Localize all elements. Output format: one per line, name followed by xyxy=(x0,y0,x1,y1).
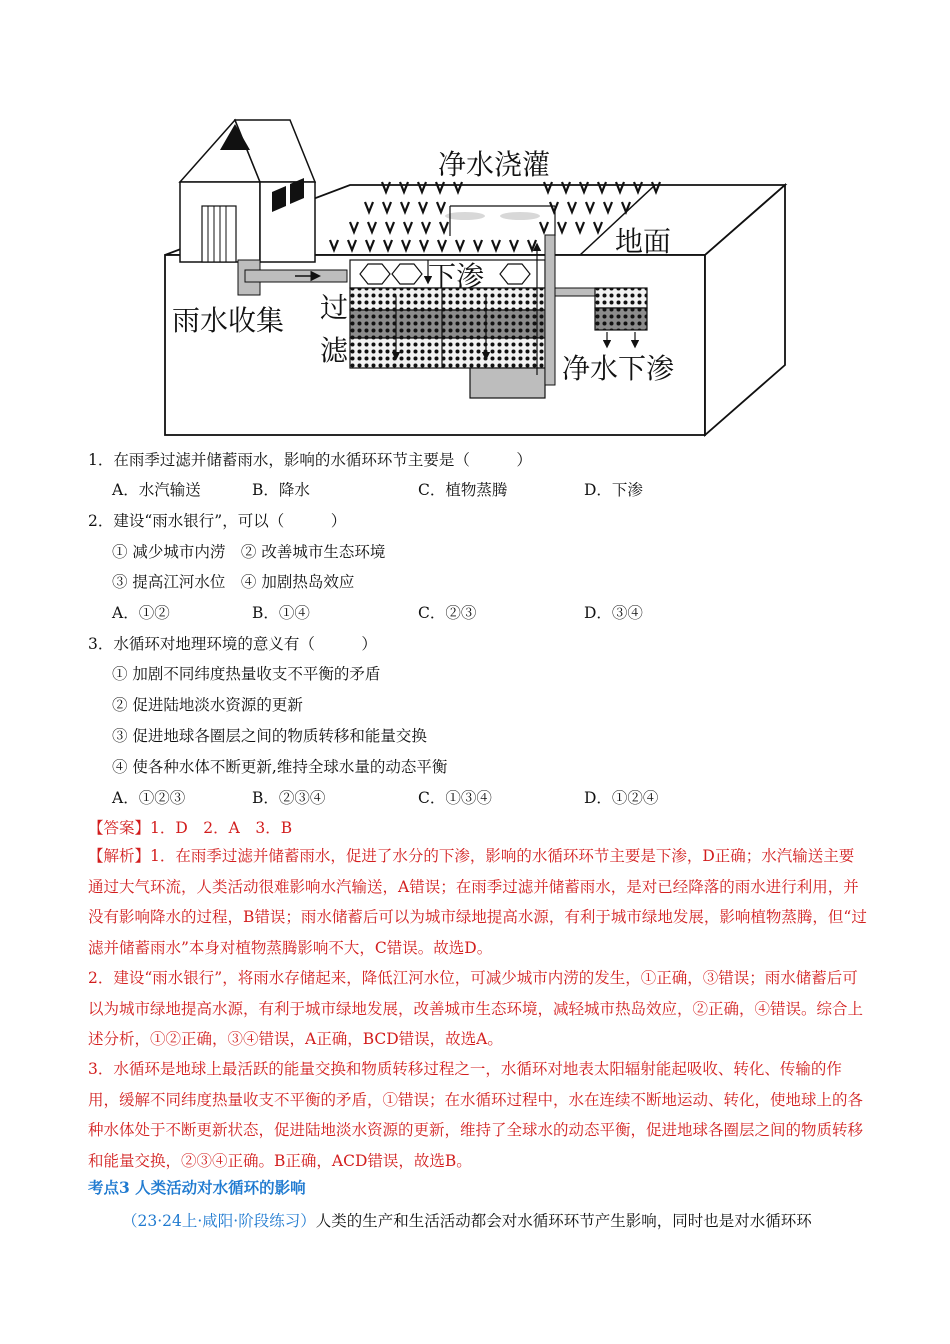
question-3-item: ① 加剧不同纬度热量收支不平衡的矛盾 xyxy=(112,665,381,683)
question-1-option-c: C．植物蒸腾 xyxy=(418,481,508,499)
next-question-source: （23·24上·咸阳·阶段练习） xyxy=(122,1212,316,1230)
rain-bank-diagram xyxy=(160,110,800,440)
question-3-option-b: B．②③④ xyxy=(252,789,326,807)
question-3-item: ② 促进陆地淡水资源的更新 xyxy=(112,696,303,714)
analysis-paragraph-1: 【解析】1．在雨季过滤并储蓄雨水，促进了水分的下渗，影响的水循环环节主要是下渗，D正确；水汽输送主要通过大气环流，人类活动很难影响水汽输送，A错误；在雨季过滤并储蓄雨水，是对已经降落的雨水进行利用，并没有影响降水的过程，B错误；雨水储蓄后可以为城市绿地提高水源，有利于城市绿地发展，影响植物蒸腾，但“过滤并储蓄雨水”本身对植物蒸腾影响不大，C错误。故选D。 xyxy=(88,847,867,957)
label-filter-2: 滤 xyxy=(320,334,349,367)
question-1-option-d: D．下渗 xyxy=(584,481,643,499)
question-3-item: ④ 使各种水体不断更新,维持全球水量的动态平衡 xyxy=(112,758,448,776)
analysis-tag: 【解析】 xyxy=(88,847,151,865)
question-3-option-d: D．①②④ xyxy=(584,789,659,807)
question-3-option-c: C．①③④ xyxy=(418,789,492,807)
question-2-option-a: A．①② xyxy=(112,604,170,622)
next-question-text: 人类的生产和生活活动都会对水循环环节产生影响，同时也是对水循环环 xyxy=(315,1212,812,1230)
question-1-option-a: A．水汽输送 xyxy=(112,481,201,499)
question-3-stem: 3．水循环对地理环境的意义有（ ） xyxy=(88,635,377,653)
house xyxy=(180,120,315,262)
analysis-paragraph-2: 2．建设“雨水银行”，将雨水存储起来，降低江河水位，可减少城市内涝的发生，①正确，③错误；雨水储蓄后可以为城市绿地提高水源，有利于城市绿地发展，改善城市生态环境，减轻城市热岛效应，②正确，④错误。综合上述分析，①②正确，③④错误，A正确，BCD错误，故选A。 xyxy=(88,969,864,1048)
question-1-option-b: B．降水 xyxy=(252,481,310,499)
answer-text: 1．D 2．A 3．B xyxy=(150,819,293,837)
label-irrigation: 净水浇灌 xyxy=(438,148,551,181)
question-2-option-b: B．①④ xyxy=(252,604,310,622)
analysis-paragraph-3: 3．水循环是地球上最活跃的能量交换和物质转移过程之一，水循环对地表太阳辐射能起吸收、转化、传输的作用，缓解不同纬度热量收支不平衡的矛盾，①错误；在水循环过程中，水在连续不断地运动、转化，使地球上的各种水体处于不断更新状态，促进陆地淡水资源的更新，维持了全球水的动态平衡，促进地球各圈层之间的物质转移和能量交换，②③④正确。B正确，ACD错误，故选B。 xyxy=(88,1060,864,1170)
question-3-option-a: A．①②③ xyxy=(112,789,186,807)
question-2-stem: 2．建设“雨水银行”，可以（ ） xyxy=(88,512,347,530)
label-ground: 地面 xyxy=(615,225,672,258)
next-question-line xyxy=(122,1209,812,1231)
section-title: 考点3 人类活动对水循环的影响 xyxy=(88,1178,306,1197)
question-1-stem: 1．在雨季过滤并储蓄雨水，影响的水循环环节主要是（ ） xyxy=(88,451,532,469)
label-rain-collect: 雨水收集 xyxy=(172,304,285,337)
label-seep-down: 下渗 xyxy=(428,260,485,293)
answer-tag: 【答案】 xyxy=(88,819,151,837)
question-2-item: ③ 提高江河水位 ④ 加剧热岛效应 xyxy=(112,573,355,591)
label-filter-1: 过 xyxy=(320,291,349,324)
answer-line xyxy=(88,816,292,838)
question-2-item: ① 减少城市内涝 ② 改善城市生态环境 xyxy=(112,543,386,561)
question-3-item: ③ 促进地球各圈层之间的物质转移和能量交换 xyxy=(112,727,427,745)
label-clean-seep: 净水下渗 xyxy=(562,352,675,385)
question-2-option-d: D．③④ xyxy=(584,604,643,622)
question-2-option-c: C．②③ xyxy=(418,604,477,622)
